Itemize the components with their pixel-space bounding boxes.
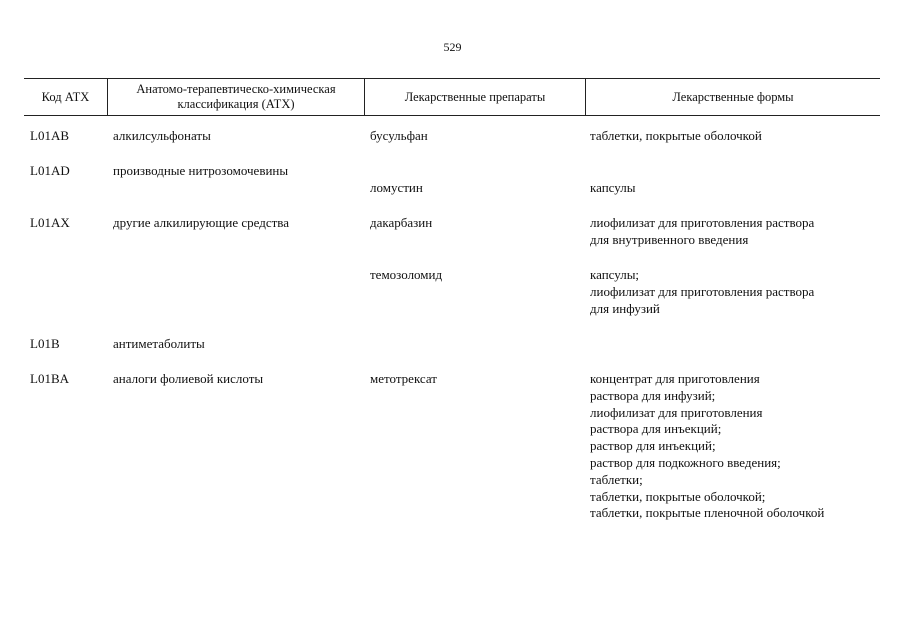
table-cell-code: L01B bbox=[30, 336, 60, 351]
table-cell-classification: производные нитрозомочевины bbox=[113, 163, 289, 178]
table-cell-forms: лиофилизат для приготовления раствора для внутривенного введения bbox=[590, 215, 815, 247]
table-cell-forms: капсулы bbox=[590, 180, 636, 195]
table-cell-drug: метотрексат bbox=[370, 371, 437, 386]
table-header-bottom-rule bbox=[24, 115, 880, 116]
table-cell-code: L01AX bbox=[30, 215, 70, 230]
table-cell-classification: антиметаболиты bbox=[113, 336, 205, 351]
table-cell-drug: темозоломид bbox=[370, 267, 443, 282]
header-atc-classification: Анатомо-терапевтическо-химическая классификация (АТХ) bbox=[136, 82, 336, 111]
header-dosage-forms: Лекарственные формы bbox=[672, 89, 794, 104]
page-number: 529 bbox=[443, 40, 462, 54]
table-cell-code: L01AD bbox=[30, 163, 70, 178]
table-cell-code: L01AB bbox=[30, 128, 69, 143]
header-drugs: Лекарственные препараты bbox=[404, 89, 546, 104]
table-cell-forms: таблетки, покрытые оболочкой bbox=[590, 128, 762, 143]
table-cell-classification: аналоги фолиевой кислоты bbox=[113, 371, 264, 386]
table-cell-classification: алкилсульфонаты bbox=[113, 128, 211, 143]
table-cell-drug: дакарбазин bbox=[370, 215, 433, 230]
table-cell-forms: концентрат для приготовления раствора для инфузий; лиофилизат для приготовления раствора для инъекций; раствор для инъекций; раствор для подкожного введения; таблетки; таблетки, покрытые оболочкой; таблетки, покрытые пленочной оболочкой bbox=[590, 371, 825, 521]
table-cell-classification: другие алкилирующие средства bbox=[113, 215, 290, 230]
table-cell-forms: капсулы; лиофилизат для приготовления раствора для инфузий bbox=[590, 267, 815, 316]
header-atc-code: Код АТХ bbox=[41, 89, 90, 104]
table-cell-drug: бусульфан bbox=[370, 128, 428, 143]
table-cell-drug: ломустин bbox=[370, 180, 423, 195]
table-cell-code: L01BA bbox=[30, 371, 69, 386]
